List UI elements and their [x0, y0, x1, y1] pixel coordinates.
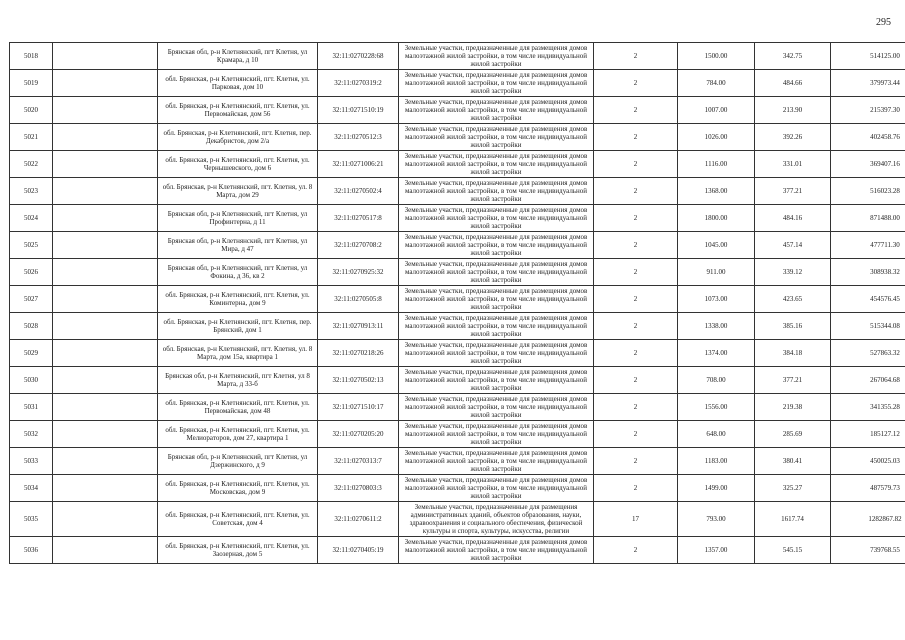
- empty-cell: [53, 340, 158, 367]
- specific-value-cell: 392.26: [755, 124, 831, 151]
- area-cell: 1556.00: [678, 394, 755, 421]
- area-cell: 911.00: [678, 259, 755, 286]
- address-cell: Брянская обл, р-н Клетнянский, пгт Клетня, ул Фокина, д 36, кв 2: [158, 259, 318, 286]
- empty-cell: [53, 259, 158, 286]
- empty-cell: [53, 421, 158, 448]
- cadastral-number-cell: 32:11:0270319:2: [318, 70, 399, 97]
- empty-cell: [53, 394, 158, 421]
- use-category-cell: 2: [594, 313, 678, 340]
- use-category-cell: 2: [594, 232, 678, 259]
- empty-cell: [53, 475, 158, 502]
- use-category-cell: 2: [594, 367, 678, 394]
- table-row: [10, 313, 905, 340]
- specific-value-cell: 1617.74: [755, 502, 831, 537]
- area-cell: 1338.00: [678, 313, 755, 340]
- empty-cell: [53, 124, 158, 151]
- specific-value-cell: 331.01: [755, 151, 831, 178]
- specific-value-cell: 339.12: [755, 259, 831, 286]
- address-cell: Брянская обл, р-н Клетнянский, пгт Клетня, ул Дзержинского, д 9: [158, 448, 318, 475]
- cadastral-value-cell: 514125.00: [831, 43, 905, 70]
- table-row: [10, 205, 905, 232]
- use-category-cell: 2: [594, 43, 678, 70]
- use-category-cell: 2: [594, 421, 678, 448]
- land-use-purpose-cell: Земельные участки, предназначенные для размещения административных зданий, объектов образования, науки, здравоохранения и социального обеспечения, физической культуры и спорта, культуры, искусства, религии: [399, 502, 594, 537]
- cadastral-number-cell: 32:11:0270517:8: [318, 205, 399, 232]
- cadastral-number-cell: 32:11:0270803:3: [318, 475, 399, 502]
- table-row: [10, 178, 905, 205]
- row-number-cell: 5034: [10, 475, 53, 502]
- use-category-cell: 2: [594, 537, 678, 564]
- specific-value-cell: 385.16: [755, 313, 831, 340]
- empty-cell: [53, 286, 158, 313]
- row-number-cell: 5020: [10, 97, 53, 124]
- cadastral-number-cell: 32:11:0270205:20: [318, 421, 399, 448]
- row-number-cell: 5022: [10, 151, 53, 178]
- row-number-cell: 5021: [10, 124, 53, 151]
- cadastral-number-cell: 32:11:0270313:7: [318, 448, 399, 475]
- use-category-cell: 2: [594, 97, 678, 124]
- land-use-purpose-cell: Земельные участки, предназначенные для размещения домов малоэтажной жилой застройки, в том числе индивидуальной жилой застройки: [399, 340, 594, 367]
- land-use-purpose-cell: Земельные участки, предназначенные для размещения домов малоэтажной жилой застройки, в том числе индивидуальной жилой застройки: [399, 205, 594, 232]
- cadastral-number-cell: 32:11:0270218:26: [318, 340, 399, 367]
- specific-value-cell: 380.41: [755, 448, 831, 475]
- specific-value-cell: 484.16: [755, 205, 831, 232]
- use-category-cell: 2: [594, 70, 678, 97]
- land-use-purpose-cell: Земельные участки, предназначенные для размещения домов малоэтажной жилой застройки, в том числе индивидуальной жилой застройки: [399, 313, 594, 340]
- address-cell: обл. Брянская, р-н Клетнянский, пгт. Клетня, ул. Заозерная, дом 5: [158, 537, 318, 564]
- use-category-cell: 2: [594, 124, 678, 151]
- table-row: [10, 286, 905, 313]
- specific-value-cell: 219.38: [755, 394, 831, 421]
- land-use-purpose-cell: Земельные участки, предназначенные для размещения домов малоэтажной жилой застройки, в том числе индивидуальной жилой застройки: [399, 124, 594, 151]
- cadastral-number-cell: 32:11:0270505:8: [318, 286, 399, 313]
- address-cell: обл. Брянская, р-н Клетнянский, пгт. Клетня, ул. Чернышевского, дом 6: [158, 151, 318, 178]
- registry-body: [10, 43, 905, 564]
- empty-cell: [53, 537, 158, 564]
- table-row: [10, 151, 905, 178]
- specific-value-cell: 377.21: [755, 178, 831, 205]
- use-category-cell: 2: [594, 475, 678, 502]
- cadastral-value-cell: 477711.30: [831, 232, 905, 259]
- address-cell: обл. Брянская, р-н Клетнянский, пгт. Клетня, ул. Мелиораторов, дом 27, квартира 1: [158, 421, 318, 448]
- use-category-cell: 2: [594, 178, 678, 205]
- specific-value-cell: 377.21: [755, 367, 831, 394]
- cadastral-value-cell: 515344.08: [831, 313, 905, 340]
- cadastral-number-cell: 32:11:0270228:68: [318, 43, 399, 70]
- empty-cell: [53, 313, 158, 340]
- cadastral-value-cell: 341355.28: [831, 394, 905, 421]
- cadastral-number-cell: 32:11:0270913:11: [318, 313, 399, 340]
- table-row: [10, 394, 905, 421]
- empty-cell: [53, 151, 158, 178]
- table-row: [10, 97, 905, 124]
- address-cell: обл. Брянская, р-н Клетнянский, пгт. Клетня, ул. Первомайская, дом 48: [158, 394, 318, 421]
- land-use-purpose-cell: Земельные участки, предназначенные для размещения домов малоэтажной жилой застройки, в том числе индивидуальной жилой застройки: [399, 394, 594, 421]
- use-category-cell: 2: [594, 394, 678, 421]
- cadastral-value-cell: 185127.12: [831, 421, 905, 448]
- cadastral-value-cell: 487579.73: [831, 475, 905, 502]
- cadastral-number-cell: 32:11:0270925:32: [318, 259, 399, 286]
- row-number-cell: 5032: [10, 421, 53, 448]
- row-number-cell: 5030: [10, 367, 53, 394]
- empty-cell: [53, 448, 158, 475]
- cadastral-value-cell: 527863.32: [831, 340, 905, 367]
- area-cell: 648.00: [678, 421, 755, 448]
- land-use-purpose-cell: Земельные участки, предназначенные для размещения домов малоэтажной жилой застройки, в том числе индивидуальной жилой застройки: [399, 151, 594, 178]
- row-number-cell: 5036: [10, 537, 53, 564]
- specific-value-cell: 342.75: [755, 43, 831, 70]
- use-category-cell: 2: [594, 259, 678, 286]
- area-cell: 1374.00: [678, 340, 755, 367]
- area-cell: 1045.00: [678, 232, 755, 259]
- address-cell: обл. Брянская, р-н Клетнянский, пгт. Клетня, ул. Московская, дом 9: [158, 475, 318, 502]
- cadastral-value-cell: 215397.30: [831, 97, 905, 124]
- cadastral-number-cell: 32:11:0270502:4: [318, 178, 399, 205]
- address-cell: Брянская обл, р-н Клетнянский, пгт Клетня, ул Крамара, д 10: [158, 43, 318, 70]
- land-use-purpose-cell: Земельные участки, предназначенные для размещения домов малоэтажной жилой застройки, в том числе индивидуальной жилой застройки: [399, 537, 594, 564]
- use-category-cell: 2: [594, 205, 678, 232]
- area-cell: 1368.00: [678, 178, 755, 205]
- land-use-purpose-cell: Земельные участки, предназначенные для размещения домов малоэтажной жилой застройки, в том числе индивидуальной жилой застройки: [399, 43, 594, 70]
- empty-cell: [53, 97, 158, 124]
- address-cell: обл. Брянская, р-н Клетнянский, пгт. Клетня, пер. Декабристов, дом 2/а: [158, 124, 318, 151]
- cadastral-number-cell: 32:11:0270502:13: [318, 367, 399, 394]
- cadastral-value-cell: 402458.76: [831, 124, 905, 151]
- cadastral-number-cell: 32:11:0270405:19: [318, 537, 399, 564]
- area-cell: 708.00: [678, 367, 755, 394]
- area-cell: 1183.00: [678, 448, 755, 475]
- area-cell: 1500.00: [678, 43, 755, 70]
- table-row: [10, 340, 905, 367]
- cadastral-number-cell: 32:11:0270708:2: [318, 232, 399, 259]
- cadastral-number-cell: 32:11:0270512:3: [318, 124, 399, 151]
- table-row: [10, 367, 905, 394]
- land-use-purpose-cell: Земельные участки, предназначенные для размещения домов малоэтажной жилой застройки, в том числе индивидуальной жилой застройки: [399, 286, 594, 313]
- specific-value-cell: 484.66: [755, 70, 831, 97]
- empty-cell: [53, 502, 158, 537]
- use-category-cell: 2: [594, 448, 678, 475]
- area-cell: 1800.00: [678, 205, 755, 232]
- table-row: [10, 259, 905, 286]
- page-number: 295: [876, 17, 891, 28]
- empty-cell: [53, 205, 158, 232]
- row-number-cell: 5023: [10, 178, 53, 205]
- cadastral-number-cell: 32:11:0271510:19: [318, 97, 399, 124]
- land-use-purpose-cell: Земельные участки, предназначенные для размещения домов малоэтажной жилой застройки, в том числе индивидуальной жилой застройки: [399, 448, 594, 475]
- cadastral-value-cell: 871488.00: [831, 205, 905, 232]
- address-cell: обл. Брянская, р-н Клетнянский, пгт. Клетня, ул. Коминтерна, дом 9: [158, 286, 318, 313]
- specific-value-cell: 423.65: [755, 286, 831, 313]
- area-cell: 1499.00: [678, 475, 755, 502]
- cadastral-number-cell: 32:11:0271510:17: [318, 394, 399, 421]
- area-cell: 1073.00: [678, 286, 755, 313]
- row-number-cell: 5025: [10, 232, 53, 259]
- land-use-purpose-cell: Земельные участки, предназначенные для размещения домов малоэтажной жилой застройки, в том числе индивидуальной жилой застройки: [399, 475, 594, 502]
- row-number-cell: 5026: [10, 259, 53, 286]
- cadastral-value-cell: 308938.32: [831, 259, 905, 286]
- table-row: [10, 502, 905, 537]
- address-cell: обл. Брянская, р-н Клетнянский, пгт. Клетня, ул. 8 Марта, дом 15а, квартира 1: [158, 340, 318, 367]
- cadastral-value-cell: 267064.68: [831, 367, 905, 394]
- row-number-cell: 5035: [10, 502, 53, 537]
- row-number-cell: 5027: [10, 286, 53, 313]
- area-cell: 784.00: [678, 70, 755, 97]
- cadastral-value-cell: 369407.16: [831, 151, 905, 178]
- area-cell: 1116.00: [678, 151, 755, 178]
- row-number-cell: 5018: [10, 43, 53, 70]
- area-cell: 1357.00: [678, 537, 755, 564]
- cadastral-value-cell: 516023.28: [831, 178, 905, 205]
- cadastral-value-cell: 450025.03: [831, 448, 905, 475]
- table-row: [10, 421, 905, 448]
- land-use-purpose-cell: Земельные участки, предназначенные для размещения домов малоэтажной жилой застройки, в том числе индивидуальной жилой застройки: [399, 70, 594, 97]
- specific-value-cell: 545.15: [755, 537, 831, 564]
- use-category-cell: 2: [594, 286, 678, 313]
- land-use-purpose-cell: Земельные участки, предназначенные для размещения домов малоэтажной жилой застройки, в том числе индивидуальной жилой застройки: [399, 232, 594, 259]
- row-number-cell: 5031: [10, 394, 53, 421]
- area-cell: 1026.00: [678, 124, 755, 151]
- row-number-cell: 5028: [10, 313, 53, 340]
- row-number-cell: 5033: [10, 448, 53, 475]
- use-category-cell: 17: [594, 502, 678, 537]
- table-row: [10, 124, 905, 151]
- address-cell: обл. Брянская, р-н Клетнянский, пгт. Клетня, ул. 8 Марта, дом 29: [158, 178, 318, 205]
- row-number-cell: 5019: [10, 70, 53, 97]
- cadastral-value-cell: 454576.45: [831, 286, 905, 313]
- empty-cell: [53, 178, 158, 205]
- use-category-cell: 2: [594, 151, 678, 178]
- area-cell: 1007.00: [678, 97, 755, 124]
- table-row: [10, 232, 905, 259]
- row-number-cell: 5029: [10, 340, 53, 367]
- land-use-purpose-cell: Земельные участки, предназначенные для размещения домов малоэтажной жилой застройки, в том числе индивидуальной жилой застройки: [399, 97, 594, 124]
- table-row: [10, 475, 905, 502]
- empty-cell: [53, 43, 158, 70]
- land-registry-table: [9, 42, 905, 564]
- address-cell: обл. Брянская, р-н Клетнянский, пгт. Клетня, ул. Первомайская, дом 56: [158, 97, 318, 124]
- specific-value-cell: 457.14: [755, 232, 831, 259]
- use-category-cell: 2: [594, 340, 678, 367]
- specific-value-cell: 384.18: [755, 340, 831, 367]
- land-use-purpose-cell: Земельные участки, предназначенные для размещения домов малоэтажной жилой застройки, в том числе индивидуальной жилой застройки: [399, 259, 594, 286]
- table-row: [10, 43, 905, 70]
- land-use-purpose-cell: Земельные участки, предназначенные для размещения домов малоэтажной жилой застройки, в том числе индивидуальной жилой застройки: [399, 178, 594, 205]
- specific-value-cell: 213.90: [755, 97, 831, 124]
- cadastral-value-cell: 739768.55: [831, 537, 905, 564]
- specific-value-cell: 285.69: [755, 421, 831, 448]
- cadastral-value-cell: 379973.44: [831, 70, 905, 97]
- cadastral-value-cell: 1282867.82: [831, 502, 905, 537]
- table-row: [10, 70, 905, 97]
- table-row: [10, 448, 905, 475]
- specific-value-cell: 325.27: [755, 475, 831, 502]
- table-row: [10, 537, 905, 564]
- address-cell: обл. Брянская, р-н Клетнянский, пгт. Клетня, пер. Брянский, дом 1: [158, 313, 318, 340]
- row-number-cell: 5024: [10, 205, 53, 232]
- cadastral-number-cell: 32:11:0270611:2: [318, 502, 399, 537]
- address-cell: Брянская обл, р-н Клетнянский, пгт Клетня, ул Мира, д 47: [158, 232, 318, 259]
- land-use-purpose-cell: Земельные участки, предназначенные для размещения домов малоэтажной жилой застройки, в том числе индивидуальной жилой застройки: [399, 421, 594, 448]
- empty-cell: [53, 367, 158, 394]
- address-cell: Брянская обл, р-н Клетнянский, пгт Клетня, ул Профинтерна, д 11: [158, 205, 318, 232]
- address-cell: обл. Брянская, р-н Клетнянский, пгт. Клетня, ул. Парковая, дом 10: [158, 70, 318, 97]
- area-cell: 793.00: [678, 502, 755, 537]
- land-use-purpose-cell: Земельные участки, предназначенные для размещения домов малоэтажной жилой застройки, в том числе индивидуальной жилой застройки: [399, 367, 594, 394]
- address-cell: Брянская обл, р-н Клетнянский, пгт Клетня, ул 8 Марта, д 33-б: [158, 367, 318, 394]
- address-cell: обл. Брянская, р-н Клетнянский, пгт. Клетня, ул. Советская, дом 4: [158, 502, 318, 537]
- empty-cell: [53, 70, 158, 97]
- cadastral-number-cell: 32:11:0271006:21: [318, 151, 399, 178]
- empty-cell: [53, 232, 158, 259]
